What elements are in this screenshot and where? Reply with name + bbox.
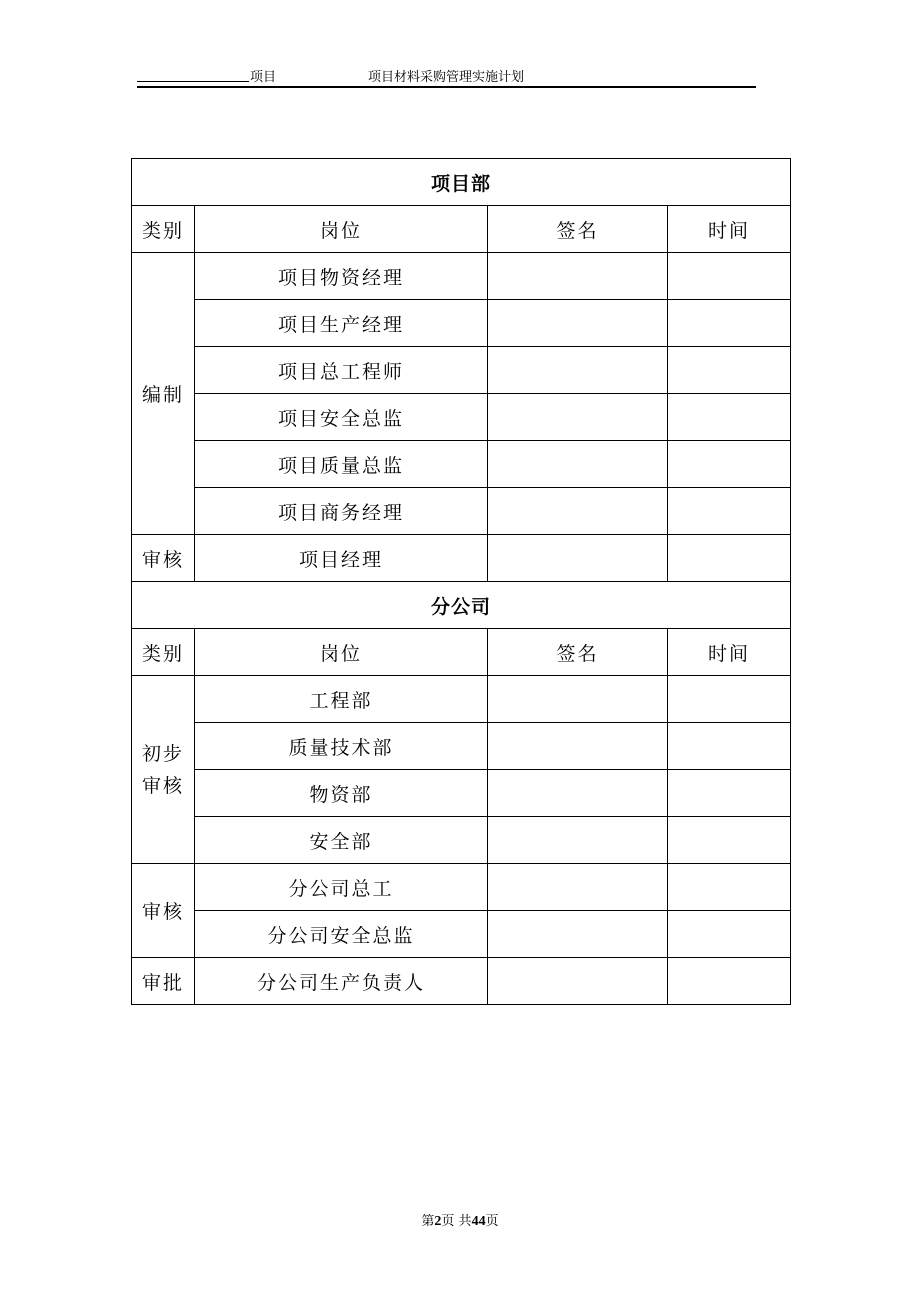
signature-cell[interactable] [488,770,668,817]
time-cell[interactable] [668,488,791,535]
table-row [132,958,791,1005]
signature-cell[interactable] [488,394,668,441]
header-project-label: 项目 [250,70,277,85]
position-cell: 项目生产经理 [195,300,488,347]
signature-cell[interactable] [488,347,668,394]
time-cell[interactable] [668,770,791,817]
position-cell: 项目安全总监 [195,394,488,441]
footer-prefix: 第 [421,1214,435,1229]
table-row [132,441,791,488]
time-cell[interactable] [668,394,791,441]
footer-suffix: 页 [485,1214,499,1229]
col-header-position: 岗位 [195,629,488,676]
position-cell: 项目经理 [195,535,488,582]
table-row [132,723,791,770]
section-title-branch: 分公司 [132,582,791,629]
signature-cell[interactable] [488,958,668,1005]
section-title-project-dept: 项目部 [132,159,791,206]
col-header-category: 类别 [132,629,195,676]
footer-middle: 页 共 [441,1214,472,1229]
position-cell: 项目商务经理 [195,488,488,535]
signature-cell[interactable] [488,441,668,488]
col-header-time: 时间 [668,629,791,676]
table-row [132,676,791,723]
col-header-signature: 签名 [488,206,668,253]
category-line-1: 初步 [141,742,184,765]
signature-cell[interactable] [488,300,668,347]
signature-cell[interactable] [488,676,668,723]
time-cell[interactable] [668,441,791,488]
time-cell[interactable] [668,723,791,770]
table-row [132,300,791,347]
page-header [137,64,756,88]
table-row [132,253,791,300]
page-footer [0,1210,920,1230]
category-cell-review: 审核 [132,535,195,582]
table-row [132,864,791,911]
position-cell: 分公司生产负责人 [195,958,488,1005]
position-cell: 物资部 [195,770,488,817]
position-cell: 分公司总工 [195,864,488,911]
signature-cell[interactable] [488,723,668,770]
time-cell[interactable] [668,300,791,347]
signature-cell[interactable] [488,253,668,300]
time-cell[interactable] [668,817,791,864]
category-cell-initial-review [132,676,195,864]
position-cell: 项目物资经理 [195,253,488,300]
time-cell[interactable] [668,911,791,958]
table-row [132,911,791,958]
col-header-category: 类别 [132,206,195,253]
table-row [132,817,791,864]
signature-cell[interactable] [488,817,668,864]
signature-table [131,158,791,1005]
table-row [132,770,791,817]
time-cell[interactable] [668,958,791,1005]
table-row [132,488,791,535]
time-cell[interactable] [668,253,791,300]
project-name-blank [137,81,249,82]
col-header-time: 时间 [668,206,791,253]
signature-cell[interactable] [488,864,668,911]
table-row [132,535,791,582]
time-cell[interactable] [668,864,791,911]
header-document-title: 项目材料采购管理实施计划 [368,70,525,85]
time-cell[interactable] [668,535,791,582]
category-cell-branch-review: 审核 [132,864,195,958]
category-cell-compile: 编制 [132,253,195,535]
table-row [132,347,791,394]
section-header-row [132,159,791,206]
position-cell: 工程部 [195,676,488,723]
time-cell[interactable] [668,676,791,723]
col-header-position: 岗位 [195,206,488,253]
position-cell: 项目质量总监 [195,441,488,488]
position-cell: 分公司安全总监 [195,911,488,958]
column-header-row [132,629,791,676]
position-cell: 项目总工程师 [195,347,488,394]
time-cell[interactable] [668,347,791,394]
position-cell: 质量技术部 [195,723,488,770]
signature-cell[interactable] [488,911,668,958]
col-header-signature: 签名 [488,629,668,676]
position-cell: 安全部 [195,817,488,864]
category-cell-approve: 审批 [132,958,195,1005]
footer-page-number: 2 [434,1214,442,1229]
signature-cell[interactable] [488,535,668,582]
table-row [132,394,791,441]
column-header-row [132,206,791,253]
signature-cell[interactable] [488,488,668,535]
section-header-row [132,582,791,629]
category-line-2: 审核 [141,774,184,797]
footer-total-pages: 44 [471,1214,486,1229]
